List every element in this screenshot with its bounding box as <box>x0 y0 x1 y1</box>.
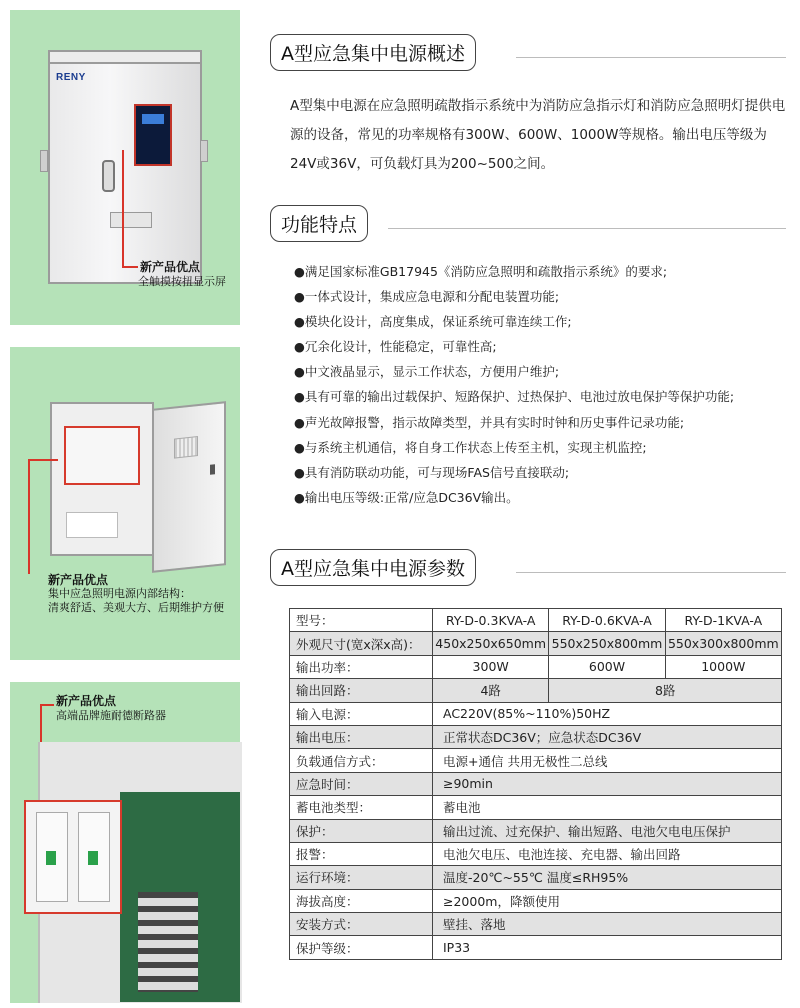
table-cell: 温度-20℃~55℃ 温度≤RH95% <box>433 866 782 889</box>
table-cell: 550x250x800mm <box>549 632 665 655</box>
feature-item: ●声光故障报警，指示故障类型，并具有实时时钟和历史事件记录功能; <box>294 414 685 430</box>
feature-item: ●一体式设计，集成应急电源和分配电装置功能; <box>294 289 560 305</box>
table-cell: 8路 <box>549 679 782 702</box>
feature-item: ●输出电压等级:正常/应急DC36V输出。 <box>294 489 519 505</box>
table-label: 输出电压： <box>290 725 433 748</box>
circuit-breaker <box>24 800 122 914</box>
table-label: 型号： <box>290 609 433 632</box>
section-heading-overview: A型应急集中电源概述 <box>270 34 476 71</box>
touch-screen-display <box>134 104 172 166</box>
table-cell: 1000W <box>665 655 781 678</box>
cabinet-image <box>48 60 202 284</box>
table-cell: 蓄电池 <box>433 796 782 819</box>
open-cabinet-image <box>50 402 154 556</box>
section-heading-features: 功能特点 <box>270 205 368 242</box>
table-label: 运行环境： <box>290 866 433 889</box>
table-row <box>290 866 782 889</box>
table-label: 输出功率： <box>290 655 433 678</box>
section-heading-params: A型应急集中电源参数 <box>270 549 476 586</box>
callout-title: 新产品优点 <box>48 573 109 587</box>
table-row <box>290 632 782 655</box>
table-row <box>290 772 782 795</box>
table-row <box>290 889 782 912</box>
table-row <box>290 655 782 678</box>
table-row <box>290 819 782 842</box>
table-cell: AC220V(85%~110%)50HZ <box>433 702 782 725</box>
table-row <box>290 749 782 772</box>
table-cell: 4路 <box>433 679 549 702</box>
product-panel-breaker <box>10 682 240 1003</box>
door-handle <box>102 160 115 192</box>
product-panel-interior <box>10 347 240 660</box>
feature-item: ●满足国家标准GB17945《消防应急照明和疏散指示系统》的要求; <box>294 264 668 279</box>
table-label: 蓄电池类型： <box>290 796 433 819</box>
table-cell: IP33 <box>433 936 782 959</box>
table-row <box>290 936 782 959</box>
side-vent <box>200 140 208 162</box>
table-label: 保护等级： <box>290 936 433 959</box>
table-cell: 正常状态DC36V；应急状态DC36V <box>433 725 782 748</box>
table-cell: 550x300x800mm <box>665 632 781 655</box>
feature-item: ●具有可靠的输出过载保护、短路保护、过热保护、电池过放电保护等保护功能; <box>294 389 735 405</box>
callout-text-1: 集中应急照明电源内部结构： <box>48 587 191 600</box>
table-cell: 输出过流、过充保护、输出短路、电池欠电电压保护 <box>433 819 782 842</box>
table-cell: 600W <box>549 655 665 678</box>
table-cell: 450x250x650mm <box>433 632 549 655</box>
table-row <box>290 609 782 632</box>
table-cell: ≥90min <box>433 772 782 795</box>
side-vent <box>40 150 48 172</box>
battery-pack <box>66 512 118 538</box>
table-cell: RY-D-1KVA-A <box>665 609 781 632</box>
callout-text-2: 清爽舒适、美观大方、后期维护方便 <box>48 601 224 614</box>
parameter-table <box>289 608 782 960</box>
table-row <box>290 796 782 819</box>
feature-item: ●模块化设计，高度集成，保证系统可靠连续工作; <box>294 314 572 330</box>
table-cell: RY-D-0.3KVA-A <box>433 609 549 632</box>
feature-item: ●中文液晶显示，显示工作状态，方便用户维护; <box>294 364 560 380</box>
table-cell: ≥2000m，降额使用 <box>433 889 782 912</box>
table-row <box>290 725 782 748</box>
feature-item: ●与系统主机通信，将自身工作状态上传至主机，实现主机监控; <box>294 439 647 455</box>
table-cell: 电源+通信 共用无极性二总线 <box>433 749 782 772</box>
nameplate <box>110 212 152 228</box>
callout-title: 新产品优点 <box>56 694 117 708</box>
feature-list <box>294 259 794 510</box>
callout-title: 新产品优点 <box>140 260 201 274</box>
terminal-block <box>138 892 198 992</box>
table-cell: RY-D-0.6KVA-A <box>549 609 665 632</box>
table-row <box>290 702 782 725</box>
feature-item: ●冗余化设计，性能稳定，可靠性高; <box>294 339 497 355</box>
table-row <box>290 679 782 702</box>
table-cell: 电池欠电压、电池连接、充电器、输出回路 <box>433 842 782 865</box>
callout-text: 高端品牌施耐德断路器 <box>56 709 166 722</box>
product-panel-cabinet <box>10 10 240 325</box>
table-label: 输出回路： <box>290 679 433 702</box>
table-label: 报警： <box>290 842 433 865</box>
table-label: 外观尺寸(宽x深x高)： <box>290 632 433 655</box>
table-label: 负载通信方式： <box>290 749 433 772</box>
table-cell: 壁挂、落地 <box>433 913 782 936</box>
table-row <box>290 913 782 936</box>
internal-module <box>64 426 140 485</box>
table-label: 安装方式： <box>290 913 433 936</box>
table-label: 保护： <box>290 819 433 842</box>
brand-logo: RENY <box>56 72 86 83</box>
table-label: 海拔高度： <box>290 889 433 912</box>
table-label: 应急时间： <box>290 772 433 795</box>
table-label: 输入电源： <box>290 702 433 725</box>
table-cell: 300W <box>433 655 549 678</box>
cabinet-door <box>152 401 226 573</box>
feature-item: ●具有消防联动功能，可与现场FAS信号直接联动; <box>294 464 570 480</box>
table-row <box>290 842 782 865</box>
overview-paragraph: A型集中电源在应急照明疏散指示系统中为消防应急指示灯和消防应急照明灯提供电源的设备，常见的功率规格有300W、600W、1000W等规格。输出电压等级为24V或36V，可负载灯具为200~500之间。 <box>290 98 786 172</box>
callout-text: 全触摸按扭显示屏 <box>138 275 226 288</box>
